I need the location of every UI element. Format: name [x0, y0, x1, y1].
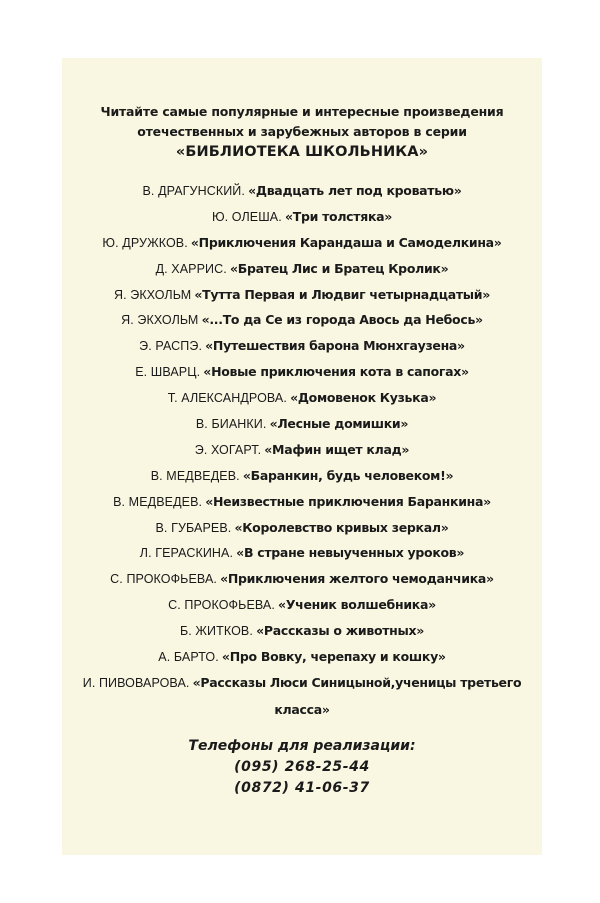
book-list [62, 178, 542, 722]
book-title: «В стране невыученных уроков» [236, 545, 465, 561]
book-author: Д. ХАРРИС. [155, 261, 227, 276]
book-title: «Домовенок Кузька» [290, 390, 437, 406]
book-item [62, 385, 542, 411]
book-item [62, 411, 542, 437]
book-item [62, 256, 542, 282]
book-item [62, 463, 542, 489]
series-header [62, 102, 542, 162]
book-title: «Мафин ищет клад» [264, 441, 410, 457]
phone-number-2: (0872) 41-06-37 [234, 780, 370, 796]
book-author: Е. ШВАРЦ. [135, 365, 201, 380]
book-item [62, 307, 542, 333]
book-author: В. МЕДВЕДЕВ. [113, 494, 203, 509]
book-author: С. ПРОКОФЬЕВА. [110, 572, 217, 587]
series-title: «БИБЛИОТЕКА ШКОЛЬНИКА» [175, 144, 429, 160]
book-item [62, 204, 542, 230]
book-title: «Ученик волшебника» [278, 597, 436, 613]
book-title: «Про Вовку, черепаху и кошку» [221, 649, 446, 665]
book-author: Ю. ДРУЖКОВ. [102, 235, 188, 250]
book-item [62, 592, 542, 618]
book-author: В. МЕДВЕДЕВ. [150, 468, 240, 483]
book-author: Б. ЖИТКОВ. [179, 624, 253, 639]
book-title: «Двадцать лет под кроватью» [248, 183, 462, 198]
book-item [62, 333, 542, 359]
book-item [62, 230, 542, 256]
book-item [62, 515, 542, 541]
book-author: Э. ХОГАРТ. [194, 442, 262, 457]
book-title: «Лесные домишки» [269, 416, 409, 432]
book-author: Л. ГЕРАСКИНА. [139, 546, 234, 561]
book-title: «Новые приключения кота в сапогах» [203, 364, 469, 380]
book-item [62, 359, 542, 385]
book-item [62, 437, 542, 463]
book-title: «Путешествия барона Мюнхгаузена» [205, 338, 465, 354]
book-title-line-2: ученицы третьего класса» [274, 674, 522, 717]
book-author: Т. АЛЕКСАНДРОВА. [167, 391, 287, 406]
header-line-1: Читайте самые популярные и интересные произведения [100, 104, 504, 119]
book-title: «...То да Се из города Авось да Небось» [201, 312, 483, 328]
book-author: В. БИАНКИ. [195, 417, 267, 432]
book-title: «Баранкин, будь человеком!» [242, 467, 454, 483]
book-item [62, 489, 542, 515]
book-title: «Рассказы Люси Синицыной, [192, 674, 396, 690]
book-item [62, 670, 542, 722]
book-author: И. ПИВОВАРОВА. [82, 675, 190, 690]
book-item [62, 644, 542, 670]
book-item [62, 178, 542, 204]
sales-contacts [62, 736, 542, 799]
book-author: В. ДРАГУНСКИЙ. [142, 184, 245, 198]
book-title: «Приключения желтого чемоданчика» [220, 571, 494, 587]
book-author: Ю. ОЛЕША. [211, 209, 282, 224]
book-title: «Тутта Первая и Людвиг четырнадцатый» [194, 286, 491, 302]
book-title: «Три толстяка» [284, 208, 393, 224]
book-author: А. БАРТО. [158, 650, 219, 665]
contacts-heading: Телефоны для реализации: [188, 738, 416, 754]
book-title: «Рассказы о животных» [256, 623, 425, 639]
book-author: В. ГУБАРЕВ. [155, 520, 232, 535]
phone-number-1: (095) 268-25-44 [234, 759, 370, 775]
book-title: «Братец Лис и Братец Кролик» [229, 260, 449, 276]
book-item [62, 540, 542, 566]
book-item [62, 282, 542, 308]
book-author: Я. ЭКХОЛЬМ [113, 287, 192, 302]
book-author: Э. РАСПЭ. [139, 339, 203, 354]
book-author: С. ПРОКОФЬЕВА. [168, 598, 275, 613]
header-line-2: отечественных и зарубежных авторов в серии [137, 124, 467, 139]
book-title: «Королевство кривых зеркал» [234, 519, 449, 535]
book-title: «Приключения Карандаша и Самоделкина» [190, 234, 502, 250]
book-item [62, 618, 542, 644]
book-author: Я. ЭКХОЛЬМ [121, 313, 199, 328]
book-item [62, 566, 542, 592]
book-title: «Неизвестные приключения Баранкина» [205, 493, 491, 509]
